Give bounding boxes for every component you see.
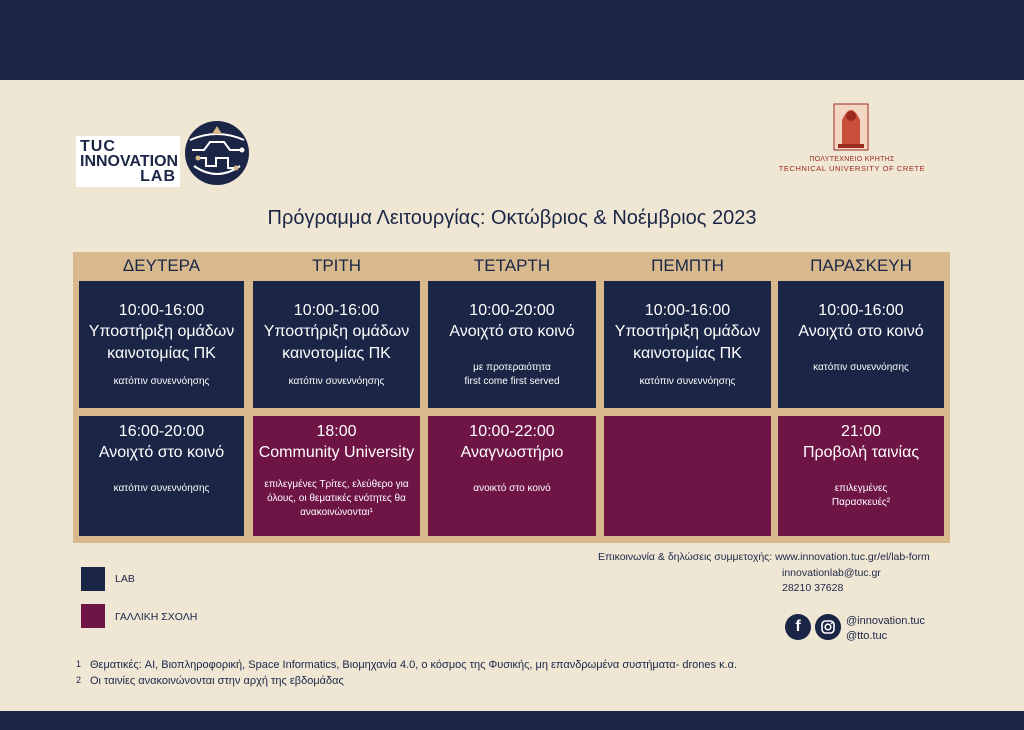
day-header-thursday: ΠΕΜΠΤΗ bbox=[651, 256, 724, 275]
cell-time: 21:00 bbox=[840, 423, 882, 440]
contact-phone: 28210 37628 bbox=[782, 582, 844, 594]
schedule-cell-monday-1 bbox=[79, 281, 244, 408]
cell-description: Ανοιχτό στο κοινό bbox=[449, 323, 575, 340]
cell-note: κατόπιν συνεννόησης bbox=[113, 483, 210, 494]
day-header-tuesday: ΤΡΙΤΗ bbox=[311, 256, 362, 275]
footnote-text: Οι ταινίες ανακοινώνονται στην αρχή της εβδομάδας bbox=[90, 675, 344, 687]
schedule-cell-tuesday-1 bbox=[253, 281, 420, 408]
cell-description: Community University bbox=[258, 444, 415, 461]
cell-time: 10:00-16:00 bbox=[118, 302, 205, 319]
schedule-cell-friday-2 bbox=[778, 416, 944, 536]
cell-note: κατόπιν συνεννόησης bbox=[639, 376, 736, 387]
legend-swatch-french-school bbox=[81, 604, 105, 628]
cell-description: Αναγνωστήριο bbox=[460, 444, 564, 461]
cell-time: 10:00-16:00 bbox=[293, 302, 380, 319]
cell-time: 10:00-20:00 bbox=[469, 302, 555, 319]
cell-time: 10:00-22:00 bbox=[469, 423, 555, 440]
innovation-lab-circuit-icon bbox=[184, 120, 250, 186]
contact-details bbox=[782, 566, 881, 596]
cell-time: 10:00-16:00 bbox=[818, 302, 904, 319]
social-handle-tto[interactable]: @tto.tuc bbox=[846, 630, 888, 642]
cell-note: επιλεγμένες Παρασκευές² bbox=[831, 483, 891, 508]
top-banner bbox=[0, 0, 1024, 80]
tuc-innovation-lab-logo-text bbox=[76, 136, 180, 187]
schedule-cell-wednesday-1 bbox=[428, 281, 596, 408]
cell-note: κατόπιν συνεννόησης bbox=[813, 362, 909, 373]
schedule-cell-friday-1 bbox=[778, 281, 944, 408]
footnote-2 bbox=[76, 675, 344, 687]
cell-time: 16:00-20:00 bbox=[118, 423, 205, 440]
facebook-icon[interactable]: f bbox=[785, 614, 811, 640]
day-header-friday: ΠΑΡΑΣΚΕΥΗ bbox=[810, 256, 912, 275]
logo-line-2: INNOVATION bbox=[80, 153, 179, 170]
legend-swatch-lab bbox=[81, 567, 105, 591]
logo-line-1: TUC bbox=[80, 138, 116, 155]
cell-description: Ανοιχτό στο κοινό bbox=[798, 323, 924, 340]
schedule-cell-thursday-2 bbox=[604, 416, 771, 536]
cell-time: 10:00-16:00 bbox=[644, 302, 731, 319]
day-header-monday: ΔΕΥΤΕΡΑ bbox=[122, 256, 201, 275]
cell-description: Υποστήριξη ομάδων καινοτομίας ΠΚ bbox=[88, 323, 235, 362]
schedule-cell-thursday-1 bbox=[604, 281, 771, 408]
day-header-wednesday: ΤΕΤΑΡΤΗ bbox=[473, 256, 551, 275]
footnote-1 bbox=[76, 659, 737, 671]
legend-label-lab: LAB bbox=[115, 573, 135, 585]
cell-description: Προβολή ταινίας bbox=[802, 444, 920, 461]
cell-description: Ανοιχτό στο κοινό bbox=[98, 444, 225, 461]
cell-description: Υποστήριξη ομάδων καινοτομίας ΠΚ bbox=[614, 323, 761, 362]
schedule-cell-wednesday-2 bbox=[428, 416, 596, 536]
social-handle-innovation[interactable]: @innovation.tuc bbox=[846, 615, 926, 627]
university-name-greek: ΠΟΛΥΤΕΧΝΕΙΟ ΚΡΗΤΗΣ bbox=[809, 156, 895, 163]
contact-email[interactable]: innovationlab@tuc.gr bbox=[782, 567, 881, 579]
university-name-english: TECHNICAL UNIVERSITY OF CRETE bbox=[778, 164, 926, 173]
schedule-cell-tuesday-2 bbox=[253, 416, 420, 536]
contact-info: Επικοινωνία & δηλώσεις συμμετοχής: www.innovation.tuc.gr/el/lab-form bbox=[598, 551, 930, 563]
legend-label-french-school: ΓΑΛΛΙΚΗ ΣΧΟΛΗ bbox=[115, 611, 198, 623]
footnote-text: Θεματικές: AI, Βιοπληροφορική, Space Informatics, Βιομηχανία 4.0, ο κόσμος της Φυσικής, μη επανδρωμένα συστήματα- drones κ.α. bbox=[90, 659, 738, 671]
cell-note: κατόπιν συνεννόησης bbox=[288, 376, 385, 387]
cell-time: 18:00 bbox=[316, 423, 357, 440]
logo-line-3: LAB bbox=[140, 168, 176, 185]
schedule-cell-monday-2 bbox=[79, 416, 244, 536]
cell-note: κατόπιν συνεννόησης bbox=[113, 376, 210, 387]
footnote-number: 2 bbox=[76, 675, 82, 685]
page-title: Πρόγραμμα Λειτουργίας: Οκτώβριος & Νοέμβριος 2023 bbox=[267, 207, 757, 229]
bottom-banner bbox=[0, 711, 1024, 730]
cell-note: ανοικτό στο κοινό bbox=[473, 483, 551, 494]
cell-description: Υποστήριξη ομάδων καινοτομίας ΠΚ bbox=[263, 323, 410, 362]
footnote-number: 1 bbox=[76, 659, 82, 669]
cell-note: επιλεγμένες Τρίτες, ελεύθερο για όλους, οι θεματικές ενότητες θα ανακοινώνονται¹ bbox=[264, 479, 409, 518]
instagram-icon[interactable] bbox=[815, 614, 841, 640]
cell-note: με προτεραιότητα first come first served bbox=[464, 362, 560, 387]
social-handles bbox=[846, 614, 925, 644]
